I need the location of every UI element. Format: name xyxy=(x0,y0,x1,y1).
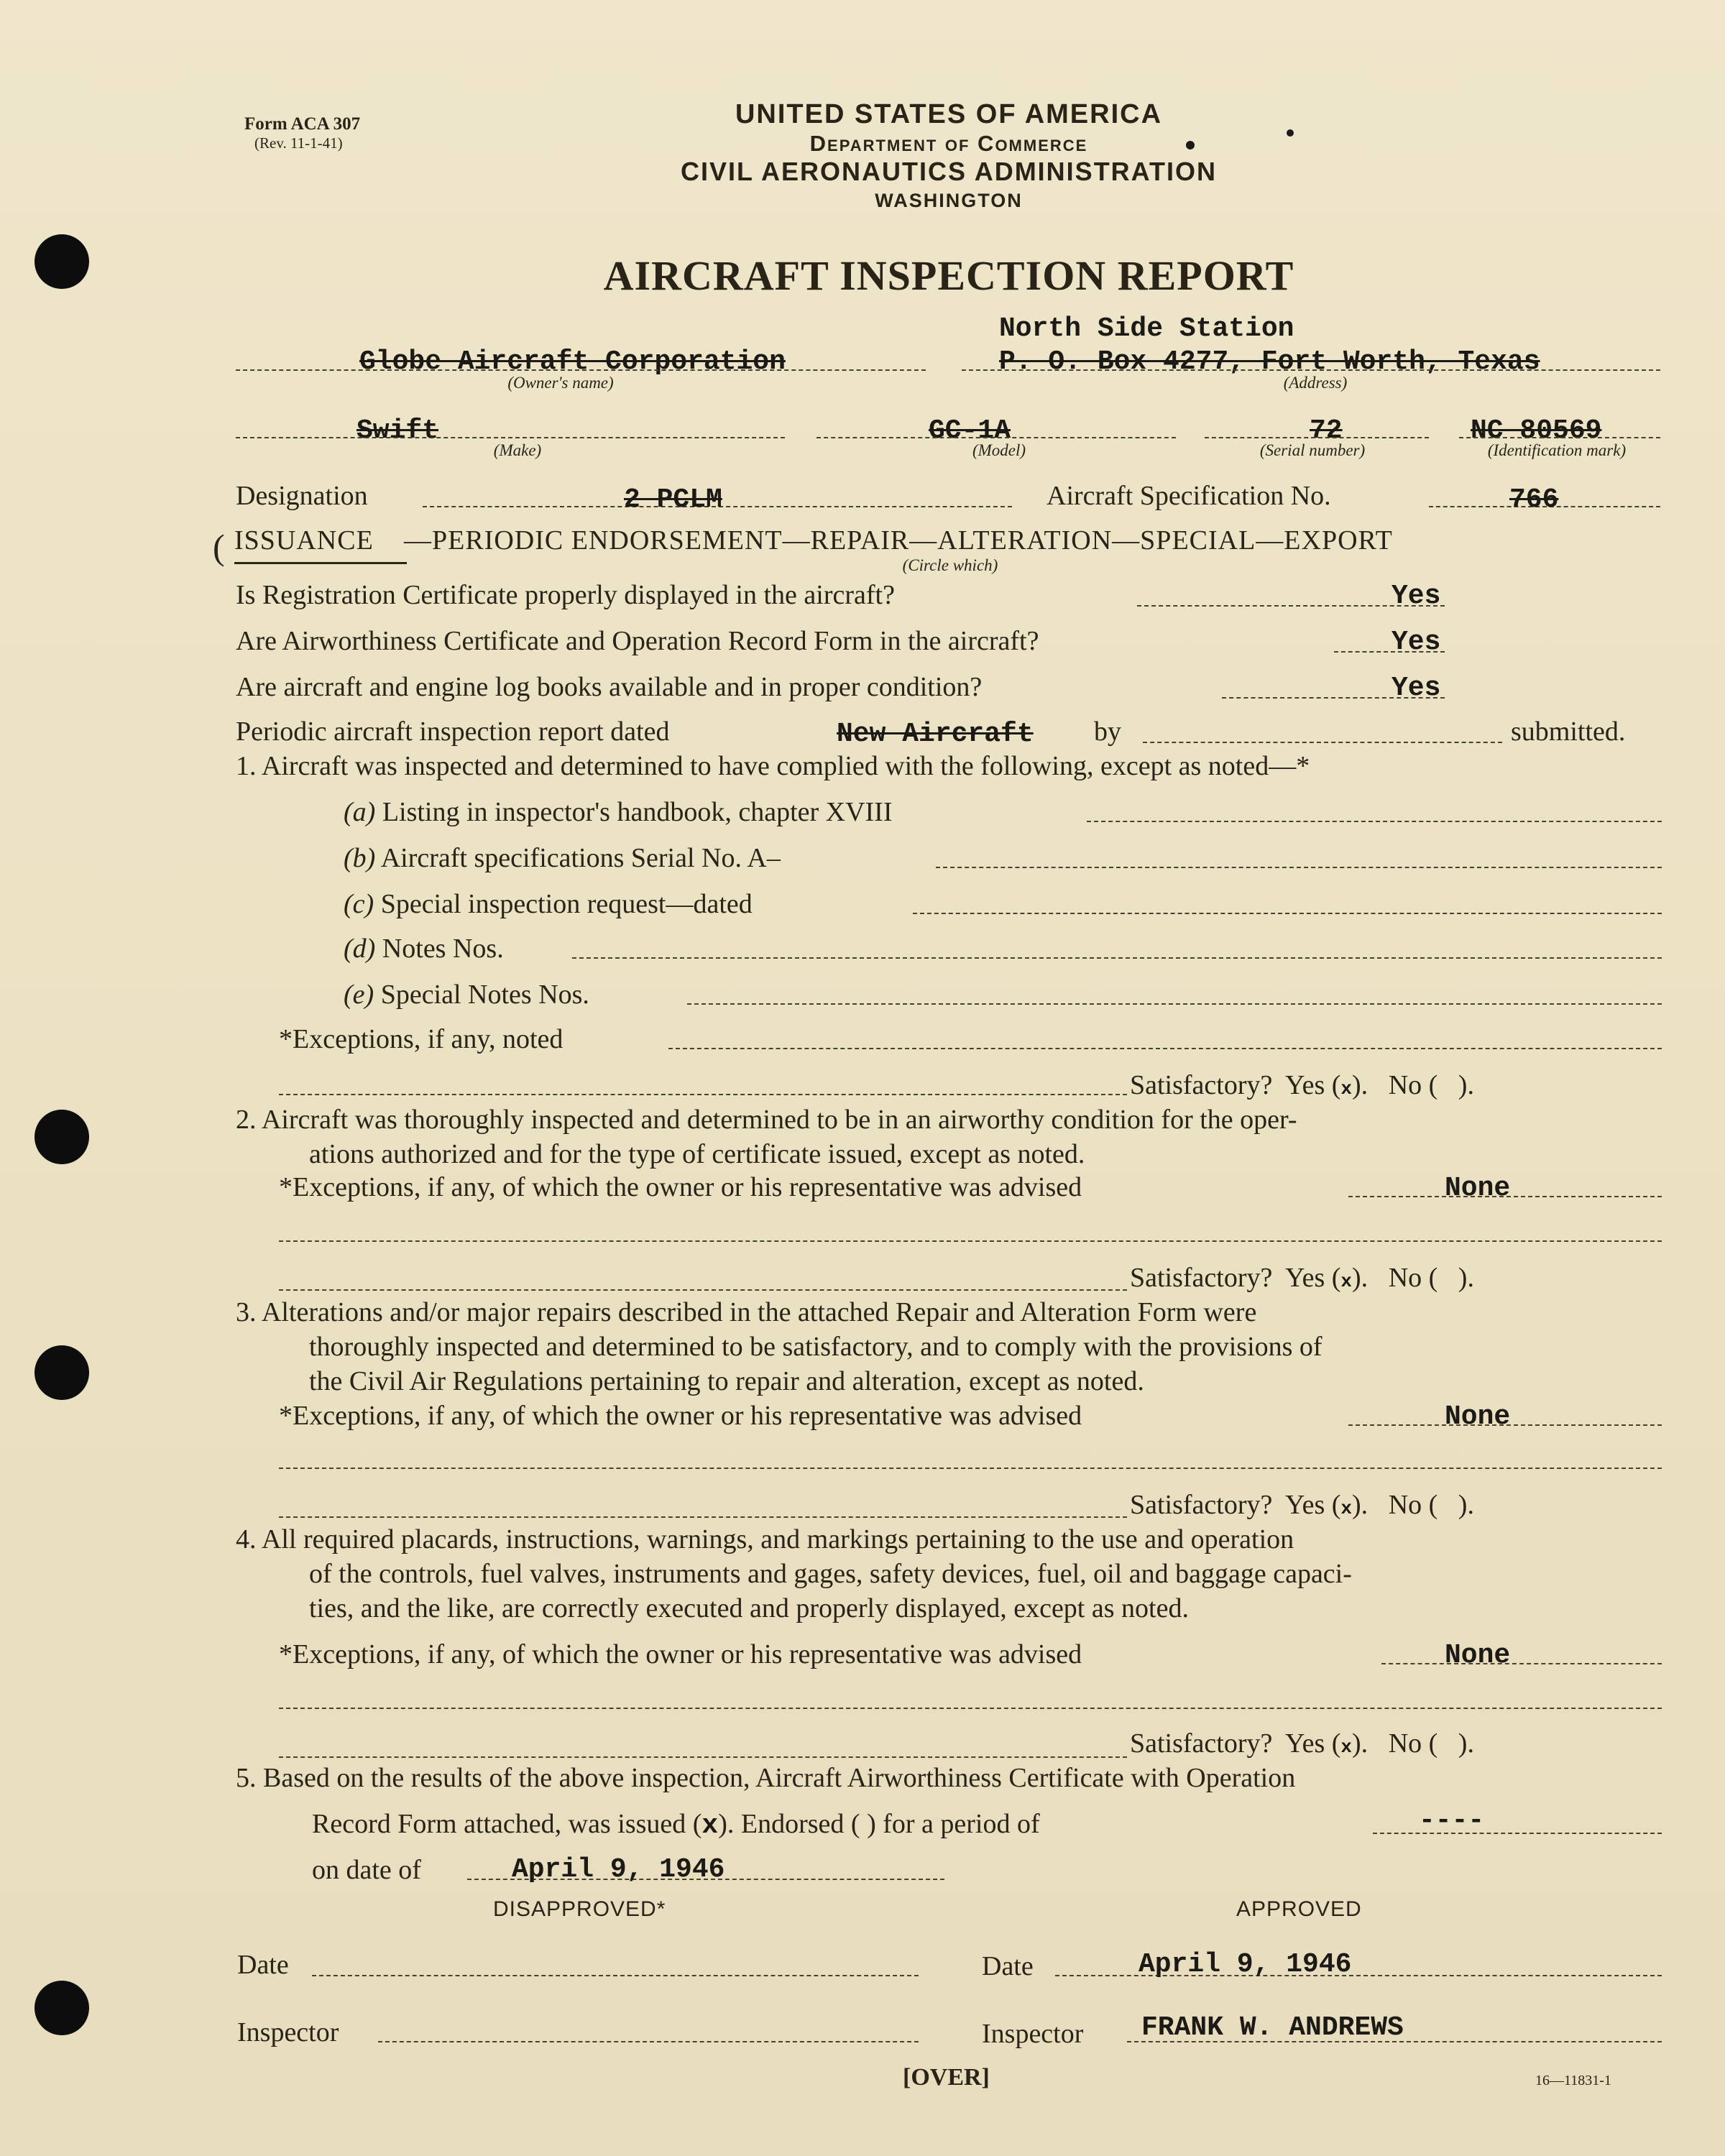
item-label: Aircraft specifications Serial No. A– xyxy=(380,843,781,873)
ident-caption: (Identification mark) xyxy=(1487,441,1627,459)
section1-item-d xyxy=(344,933,504,964)
print-code: 16—11831-1 xyxy=(1535,2073,1611,2088)
item-label: Special inspection request—dated xyxy=(380,889,753,919)
question-logbooks: Are aircraft and engine log books available and in proper condition? xyxy=(236,672,983,702)
exceptions-line xyxy=(279,1516,1127,1518)
satisfactory-mark: x xyxy=(1340,1078,1353,1100)
circle-mark: ( xyxy=(213,527,225,567)
make-value: Swift xyxy=(356,415,439,446)
disapproved-inspector-label: Inspector xyxy=(237,2017,339,2047)
item-key: (a) xyxy=(344,797,376,827)
section4-line3: ties, and the like, are correctly executed and properly displayed, except as noted. xyxy=(309,1593,1189,1623)
section1-text: 1. Aircraft was inspected and determined to have complied with the following, except as noted—* xyxy=(236,751,1310,781)
serial-value: 72 xyxy=(1310,415,1343,446)
approved-date: April 9, 1946 xyxy=(1138,1949,1352,1980)
section2-line2: ations authorized and for the type of certificate issued, except as noted. xyxy=(309,1139,1085,1169)
section3-line1: 3. Alterations and/or major repairs described in the attached Repair and Alteration Form were xyxy=(236,1297,1257,1327)
satisfactory-mid: ). xyxy=(1352,1728,1368,1759)
section5-period: ---- xyxy=(1419,1805,1485,1836)
section1-satisfactory xyxy=(1130,1069,1474,1101)
approved-date-label: Date xyxy=(982,1951,1034,1981)
exceptions-line xyxy=(279,1708,1662,1709)
satisfactory-yes: Yes ( xyxy=(1284,1490,1341,1520)
serial-caption: (Serial number) xyxy=(1259,441,1366,459)
ident-value: NC 80569 xyxy=(1471,415,1602,446)
item-key: (b) xyxy=(344,843,376,873)
satisfactory-no: No ( xyxy=(1388,1263,1438,1293)
binder-hole xyxy=(34,1981,89,2035)
item-key: (c) xyxy=(344,889,374,919)
section2-answer: None xyxy=(1445,1173,1511,1204)
periodic-label: Periodic aircraft inspection report dated xyxy=(236,717,670,747)
disapproved-date-label: Date xyxy=(237,1950,289,1980)
exceptions-line xyxy=(279,1094,1127,1095)
item-label: Listing in inspector's handbook, chapter XVIII xyxy=(382,797,893,827)
owner-name-caption: (Owner's name) xyxy=(507,374,614,392)
disapproved-inspector-line xyxy=(378,2041,919,2042)
answer-airworthiness: Yes xyxy=(1392,627,1441,658)
purpose-caption: (Circle which) xyxy=(902,556,998,574)
section5-date-label: on date of xyxy=(312,1855,421,1885)
section3-answer: None xyxy=(1445,1401,1511,1432)
satisfactory-mid: ). xyxy=(1352,1263,1368,1293)
approved-inspector-label: Inspector xyxy=(982,2019,1084,2049)
exceptions-line xyxy=(1381,1663,1662,1664)
satisfactory-end: ). xyxy=(1458,1263,1474,1293)
circle-underline xyxy=(234,562,407,564)
section3-line2: thoroughly inspected and determined to be satisfactory, and to comply with the provisions of xyxy=(309,1332,1322,1362)
section3-exceptions: *Exceptions, if any, of which the owner or his representative was advised xyxy=(279,1401,1082,1431)
exceptions-line xyxy=(279,1756,1127,1758)
question-registration: Is Registration Certificate properly displayed in the aircraft? xyxy=(236,580,895,610)
satisfactory-mid: ). xyxy=(1352,1070,1368,1100)
owner-address-line2: P. O. Box 4277, Fort Worth, Texas xyxy=(999,346,1540,377)
section4-satisfactory xyxy=(1130,1728,1474,1759)
satisfactory-mark: x xyxy=(1340,1736,1353,1758)
header-administration: CIVIL AERONAUTICS ADMINISTRATION xyxy=(681,157,1217,186)
answer-registration: Yes xyxy=(1392,581,1441,612)
disapproved-date-line xyxy=(312,1975,919,1976)
periodic-by: by xyxy=(1094,717,1121,747)
item-label: Notes Nos. xyxy=(382,934,504,964)
section5-issued-label: Record Form attached, was issued ( xyxy=(312,1809,702,1839)
designation-value: 2 PCLM xyxy=(624,484,722,515)
disapproved-heading: DISAPPROVED* xyxy=(493,1897,666,1921)
satisfactory-end: ). xyxy=(1458,1728,1474,1759)
satisfactory-label: Satisfactory? xyxy=(1130,1728,1273,1759)
item-key: (e) xyxy=(344,980,374,1010)
serial-line xyxy=(1205,437,1429,438)
item-line xyxy=(936,867,1662,868)
spec-label: Aircraft Specification No. xyxy=(1046,481,1331,511)
section1-item-e xyxy=(344,979,589,1010)
satisfactory-label: Satisfactory? xyxy=(1130,1490,1273,1520)
satisfactory-no: No ( xyxy=(1388,1490,1438,1520)
item-line xyxy=(1087,821,1662,822)
section1-item-a xyxy=(344,796,893,828)
model-line xyxy=(816,437,1176,438)
designation-label: Designation xyxy=(236,481,368,511)
owner-name-value: Globe Aircraft Corporation xyxy=(359,346,786,377)
section5-issued-mark: x xyxy=(702,1810,719,1841)
satisfactory-no: No ( xyxy=(1388,1728,1438,1759)
section5-line1: 5. Based on the results of the above inspection, Aircraft Airworthiness Certificate with Operation xyxy=(236,1763,1296,1793)
satisfactory-end: ). xyxy=(1458,1490,1474,1520)
owner-name-line xyxy=(236,369,926,371)
spec-value: 766 xyxy=(1509,484,1559,515)
section4-exceptions: *Exceptions, if any, of which the owner or his representative was advised xyxy=(279,1639,1082,1669)
exceptions-line xyxy=(668,1048,1662,1049)
satisfactory-mark: x xyxy=(1340,1498,1353,1519)
owner-address-line1: North Side Station xyxy=(999,313,1294,344)
item-line xyxy=(913,913,1662,914)
exceptions-line xyxy=(279,1468,1662,1469)
periodic-submitted: submitted. xyxy=(1511,717,1626,747)
binder-hole xyxy=(34,1345,89,1400)
owner-address-line xyxy=(962,369,1660,371)
satisfactory-label: Satisfactory? xyxy=(1130,1263,1273,1293)
ink-dot xyxy=(1287,129,1294,137)
ink-dot xyxy=(1186,141,1195,149)
purpose-circled: ISSUANCE xyxy=(234,525,374,556)
header-department: Department of Commerce xyxy=(809,131,1088,156)
item-label: Special Notes Nos. xyxy=(380,980,589,1010)
section5-endorsed-label: ). Endorsed ( ) for a period of xyxy=(718,1809,1040,1839)
period-line xyxy=(1373,1833,1662,1834)
satisfactory-mark: x xyxy=(1340,1271,1353,1292)
section2-line1: 2. Aircraft was thoroughly inspected and determined to be in an airworthy condition for the oper- xyxy=(236,1105,1297,1135)
section5-date: April 9, 1946 xyxy=(512,1854,725,1885)
header-city: WASHINGTON xyxy=(875,190,1023,211)
binder-hole xyxy=(34,1110,89,1164)
header-country: UNITED STATES OF AMERICA xyxy=(735,99,1163,129)
make-caption: (Make) xyxy=(493,441,542,459)
section4-line2: of the controls, fuel valves, instruments and gages, safety devices, fuel, oil and baggage capaci- xyxy=(309,1559,1352,1589)
periodic-line xyxy=(1143,742,1502,743)
question-airworthiness: Are Airworthiness Certificate and Operation Record Form in the aircraft? xyxy=(236,626,1039,656)
exceptions-line xyxy=(279,1289,1127,1291)
item-line xyxy=(572,957,1662,959)
section4-answer: None xyxy=(1445,1640,1511,1671)
model-value: GC-1A xyxy=(929,415,1011,446)
satisfactory-yes: Yes ( xyxy=(1284,1728,1341,1759)
purpose-options: —PERIODIC ENDORSEMENT—REPAIR—ALTERATION—SPECIAL—EXPORT xyxy=(404,525,1393,556)
answer-logbooks: Yes xyxy=(1392,673,1441,704)
page-title: AIRCRAFT INSPECTION REPORT xyxy=(603,252,1294,299)
over-note: [OVER] xyxy=(903,2064,990,2091)
form-revision: (Rev. 11-1-41) xyxy=(254,134,343,152)
section4-line1: 4. All required placards, instructions, warnings, and markings pertaining to the use and operation xyxy=(236,1524,1294,1554)
section2-exceptions: *Exceptions, if any, of which the owner or his representative was advised xyxy=(279,1172,1082,1202)
item-line xyxy=(687,1003,1662,1005)
section1-item-b xyxy=(344,842,781,874)
approved-inspector: FRANK W. ANDREWS xyxy=(1141,2012,1404,2043)
satisfactory-label: Satisfactory? xyxy=(1130,1070,1273,1100)
section5-line2 xyxy=(312,1808,1040,1841)
section2-satisfactory xyxy=(1130,1262,1474,1294)
item-key: (d) xyxy=(344,934,376,964)
section1-exceptions: *Exceptions, if any, noted xyxy=(279,1024,564,1054)
exceptions-line xyxy=(279,1240,1662,1242)
section1-item-c xyxy=(344,888,753,920)
ident-line xyxy=(1459,437,1660,438)
satisfactory-yes: Yes ( xyxy=(1284,1263,1341,1293)
owner-address-caption: (Address) xyxy=(1283,374,1348,392)
approved-heading: APPROVED xyxy=(1236,1897,1362,1921)
section3-satisfactory xyxy=(1130,1489,1474,1521)
model-caption: (Model) xyxy=(972,441,1026,459)
satisfactory-mid: ). xyxy=(1352,1490,1368,1520)
periodic-value: New Aircraft xyxy=(837,719,1034,750)
make-line xyxy=(236,437,785,438)
satisfactory-end: ). xyxy=(1458,1070,1474,1100)
section3-line3: the Civil Air Regulations pertaining to repair and alteration, except as noted. xyxy=(309,1366,1144,1396)
satisfactory-yes: Yes ( xyxy=(1284,1070,1341,1100)
form-number: Form ACA 307 xyxy=(244,114,361,134)
satisfactory-no: No ( xyxy=(1388,1070,1438,1100)
